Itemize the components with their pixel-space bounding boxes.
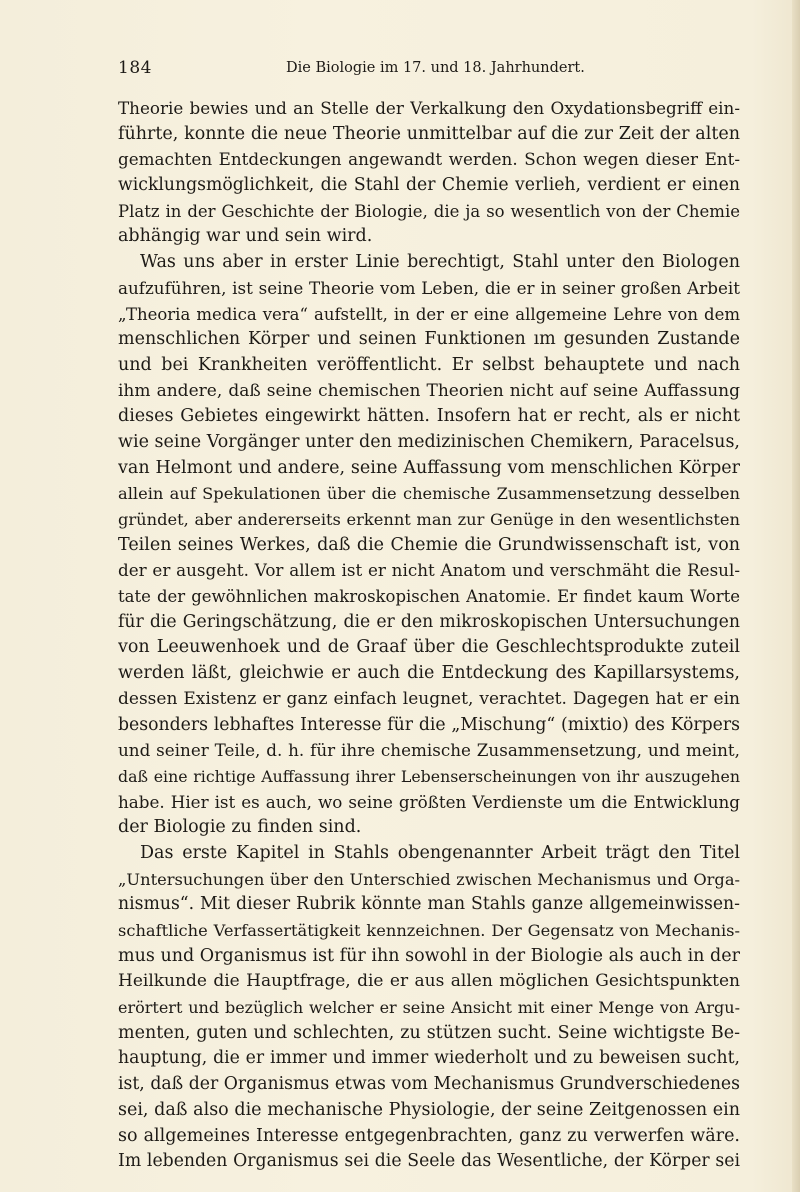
text-line: van Helmont und andere, seine Auffassung vom menschlichen Körper: [118, 457, 740, 478]
text-line: allein auf Spekulationen über die chemische Zusammensetzung desselben: [118, 484, 740, 504]
text-line: menten, guten und schlechten, zu stützen sucht. Seine wichtigste Be-: [118, 1022, 740, 1043]
text-line: ist, daß der Organismus etwas vom Mechanismus Grundverschiedenes: [118, 1074, 740, 1095]
text-line: dessen Existenz er ganz einfach leugnet, verachtet. Dagegen hat er ein: [118, 688, 740, 709]
text-line: hauptung, die er immer und immer wiederholt und zu beweisen sucht,: [118, 1048, 740, 1069]
text-line: ihm andere, daß seine chemischen Theorien nicht auf seine Auffassung: [118, 380, 740, 401]
text-line: Heilkunde die Hauptfrage, die er aus allen möglichen Gesichtspunkten: [118, 971, 740, 992]
text-line: führte, konnte die neue Theorie unmittelbar auf die zur Zeit der alten: [118, 123, 740, 144]
text-line: „Theoria medica vera“ aufstellt, in der er eine allgemeine Lehre von dem: [118, 304, 740, 324]
text-line: nismus“. Mit dieser Rubrik könnte man Stahls ganze allgemeinwissen-: [118, 894, 740, 915]
text-line: abhängig war und sein wird.: [118, 226, 373, 247]
text-line: menschlichen Körper und seinen Funktionen ım gesunden Zustande: [118, 329, 740, 350]
text-line: werden läßt, gleichwie er auch die Entdeckung des Kapillarsystems,: [118, 663, 740, 684]
text-line: Teilen seines Werkes, daß die Chemie die Grundwissenschaft ist, von: [118, 534, 740, 555]
text-line: für die Geringschätzung, die er den mikroskopischen Untersuchungen: [118, 611, 740, 632]
text-line: gründet, aber andererseits erkennt man zur Genüge in den wesentlichsten: [118, 510, 740, 529]
text-line: und bei Krankheiten veröffentlicht. Er selbst behauptete und nach: [118, 354, 740, 375]
text-line: wicklungsmöglichkeit, die Stahl der Chemie verlieh, verdient er einen: [118, 175, 740, 196]
page-header: [118, 58, 740, 84]
text-line: „Untersuchungen über den Unterschied zwischen Mechanismus und Orga-: [118, 869, 740, 889]
text-line: erörtert und bezüglich welcher er seine Ansicht mit einer Menge von Argu-: [118, 998, 740, 1018]
text-line: wie seine Vorgänger unter den medizinischen Chemikern, Paracelsus,: [118, 431, 740, 452]
text-line: Im lebenden Organismus sei die Seele das Wesentliche, der Körper sei: [118, 1151, 740, 1172]
text-line: aufzuführen, ist seine Theorie vom Leben, die er in seiner großen Arbeit: [118, 277, 740, 298]
text-line: schaftliche Verfassertätigkeit kennzeichnen. Der Gegensatz von Mechanis-: [118, 921, 740, 940]
text-line: sei, daß also die mechanische Physiologie, der seine Zeitgenossen ein: [118, 1099, 740, 1120]
text-line: besonders lebhaftes Interesse für die „Mischung“ (mixtio) des Körpers: [118, 714, 740, 735]
text-line: mus und Organismus ist für ihn sowohl in der Biologie als auch in der: [118, 945, 740, 966]
text-line: Theorie bewies und an Stelle der Verkalkung den Oxydationsbegriff ein-: [118, 98, 740, 118]
text-line: und seiner Teile, d. h. für ihre chemische Zusammensetzung, und meint,: [118, 740, 740, 761]
text-line: so allgemeines Interesse entgegenbrachten, ganz zu verwerfen wäre.: [118, 1125, 740, 1146]
page-number: 184: [118, 58, 152, 78]
text-line: Was uns aber in erster Linie berechtigt, Stahl unter den Biologen: [140, 252, 740, 273]
text-line: habe. Hier ist es auch, wo seine größten Verdienste um die Entwicklung: [118, 791, 740, 812]
text-line: von Leeuwenhoek und de Graaf über die Geschlechtsprodukte zuteil: [118, 637, 740, 658]
body-text: [118, 96, 740, 1175]
text-line: Platz in der Geschichte der Biologie, die ja so wesentlich von der Chemie: [118, 201, 740, 221]
text-line: Das erste Kapitel in Stahls obengenannter Arbeit trägt den Titel: [140, 842, 740, 863]
running-head: Die Biologie im 17. und 18. Jahrhundert.: [286, 60, 585, 76]
text-line: daß eine richtige Auffassung ihrer Lebenserscheinungen von ihr auszugehen: [118, 766, 740, 786]
text-line: der Biologie zu finden sind.: [118, 817, 362, 838]
page-edge: [792, 0, 800, 1192]
text-line: dieses Gebietes eingewirkt hätten. Insofern hat er recht, als er nicht: [118, 406, 740, 427]
text-line: gemachten Entdeckungen angewandt werden. Schon wegen dieser Ent-: [118, 149, 740, 170]
text-line: der er ausgeht. Vor allem ist er nicht Anatom und verschmäht die Resul-: [118, 560, 740, 581]
text-line: tate der gewöhnlichen makroskopischen Anatomie. Er findet kaum Worte: [118, 587, 740, 607]
